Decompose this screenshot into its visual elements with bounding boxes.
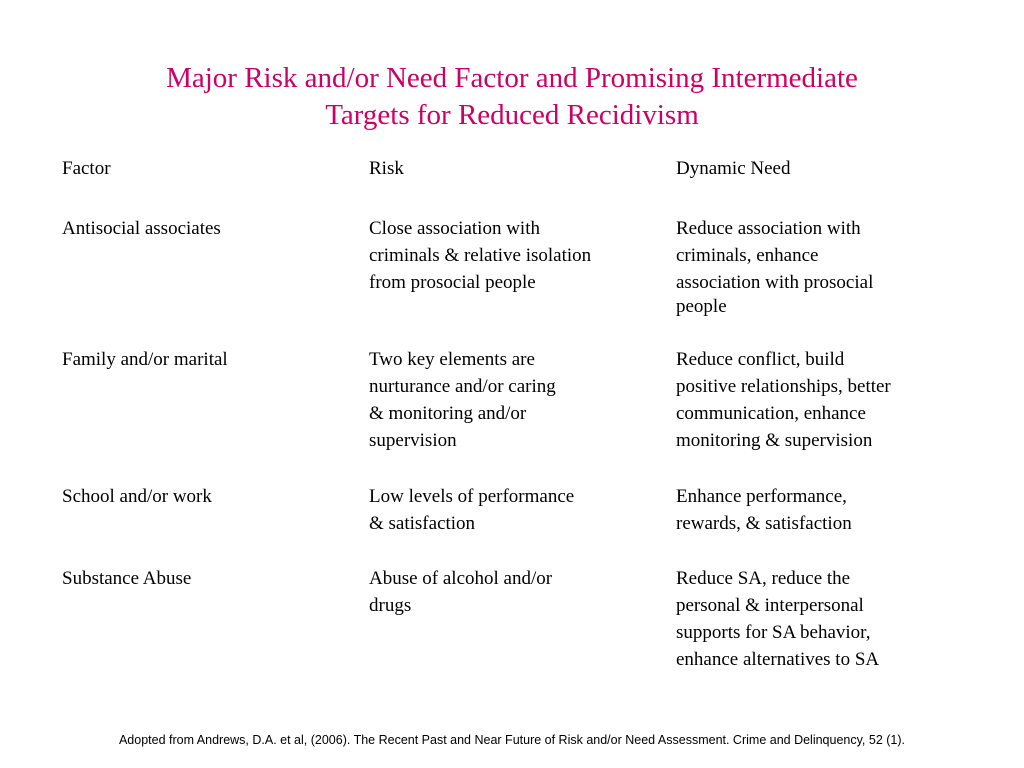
need-text: personal & interpersonal [676,595,864,616]
need-text: monitoring & supervision [676,430,873,451]
risk-text: supervision [369,430,457,451]
need-text: enhance alternatives to SA [676,649,880,670]
risk-text: drugs [369,595,412,616]
risk-text: & monitoring and/or [369,403,527,424]
risk-text: from prosocial people [369,272,536,293]
risk-text: & satisfaction [369,513,476,534]
row-family-need [676,346,891,454]
factor-text: School and/or work [62,486,212,507]
need-text: Enhance performance, [676,486,847,507]
row-school-need [676,483,852,537]
header-dynamic-need: Dynamic Need [676,158,791,179]
row-family-risk [369,346,556,454]
need-text: association with prosocial [676,272,874,293]
row-substance-factor [62,565,191,592]
header-risk: Risk [369,158,404,179]
slide-title [60,60,964,134]
factor-text: Substance Abuse [62,568,192,589]
need-text: Reduce conflict, build [676,349,845,370]
risk-text: Abuse of alcohol and/or [369,568,553,589]
factor-text: Antisocial associates [62,218,221,239]
need-text: supports for SA behavior, [676,622,871,643]
row-antisocial-factor [62,215,221,242]
row-antisocial-risk [369,215,591,296]
title-line-2: Targets for Reduced Recidivism [325,99,699,131]
row-substance-risk [369,565,552,619]
need-text: rewards, & satisfaction [676,513,852,534]
risk-text: criminals & relative isolation [369,245,592,266]
need-text: people [676,296,727,317]
risk-text: Two key elements are [369,349,535,370]
row-antisocial-need [676,215,873,317]
risk-text: nurturance and/or caring [369,376,556,397]
row-school-risk [369,483,574,537]
title-line-1: Major Risk and/or Need Factor and Promising Intermediate [166,62,858,94]
need-text: Reduce SA, reduce the [676,568,851,589]
risk-text: Low levels of performance [369,486,575,507]
need-text: positive relationships, better [676,376,891,397]
citation-footnote: Adopted from Andrews, D.A. et al, (2006). The Recent Past and Near Future of Risk and/or Need Assessment. Crime and Delinquency, 52 (1). [118,733,906,747]
row-school-factor [62,483,212,510]
need-text: criminals, enhance [676,245,819,266]
need-text: communication, enhance [676,403,866,424]
risk-text: Close association with [369,218,540,239]
row-substance-need [676,565,879,673]
need-text: Reduce association with [676,218,861,239]
header-factor: Factor [62,158,111,179]
row-family-factor [62,346,228,373]
factor-text: Family and/or marital [62,349,228,370]
